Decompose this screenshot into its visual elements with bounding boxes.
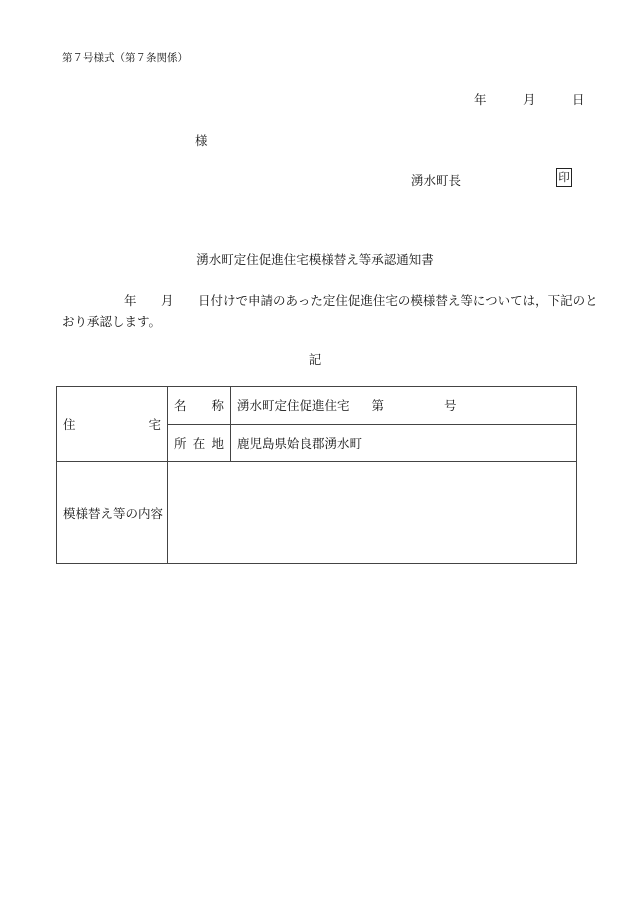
- housing-label: [57, 415, 167, 433]
- housing-label-cell: [57, 387, 168, 462]
- date-year: 年: [474, 92, 487, 107]
- location-label-char: 所: [174, 435, 187, 451]
- body-year: 年: [124, 293, 137, 308]
- date-month: 月: [523, 92, 536, 107]
- location-label-char: 在: [192, 435, 206, 451]
- name-value-cell: [231, 387, 577, 425]
- location-label: [168, 434, 230, 452]
- name-number-prefix: 第: [371, 398, 385, 414]
- location-value-cell: [231, 424, 577, 462]
- location-label-cell: [168, 424, 231, 462]
- name-label-char: 称: [211, 398, 224, 414]
- content-label-cell: [57, 462, 168, 564]
- name-label-cell: [168, 387, 231, 425]
- date-day: 日: [572, 92, 585, 107]
- location-label-char: 地: [211, 435, 224, 451]
- document-title: 湧水町定住促進住宅模様替え等承認通知書: [196, 252, 434, 267]
- location-value: 鹿児島県姶良郡湧水町: [237, 435, 363, 451]
- content-value-cell: [168, 462, 577, 564]
- form-number: 第７号様式（第７条関係）: [62, 52, 188, 64]
- name-number-suffix: 号: [444, 398, 457, 414]
- name-value: 湧水町定住促進住宅: [237, 398, 350, 414]
- content-label: 模様替え等の内容: [63, 505, 164, 521]
- housing-label-char: 宅: [148, 417, 161, 432]
- body-text-1: 日付けで申請のあった定住促進住宅の模様替え等については，下記のと: [198, 293, 598, 308]
- seal-mark: 印: [556, 168, 572, 187]
- name-label: [168, 396, 230, 414]
- addressee-suffix: 様: [195, 133, 208, 148]
- name-label-char: 名: [174, 398, 187, 414]
- body-month: 月: [161, 293, 174, 308]
- housing-label-char: 住: [63, 417, 76, 432]
- issuer-title: 湧水町長: [411, 173, 462, 188]
- note-heading: 記: [308, 352, 322, 367]
- body-text-line-2: おり承認します。: [62, 314, 162, 329]
- detail-table: [56, 386, 577, 564]
